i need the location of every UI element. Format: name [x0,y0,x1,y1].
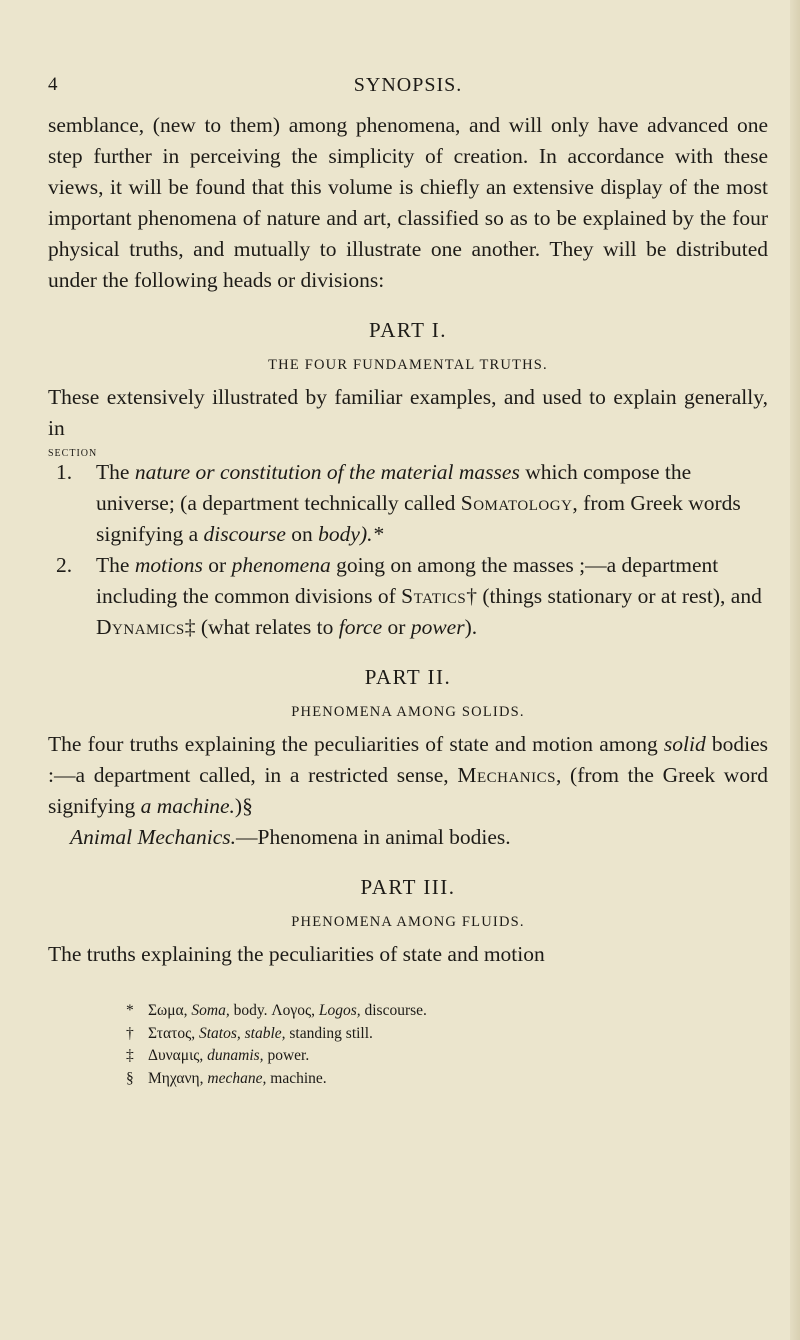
list-item [48,550,768,643]
list-number: 1. [56,460,73,484]
page-number: 4 [48,74,58,95]
text-run: , from Greek words signifying a [96,491,741,546]
italic-run: a machine. [140,794,235,818]
italic-run: motions [134,553,203,577]
transliteration: Logos, [318,1002,361,1019]
animal-mechanics-title: Animal Mechanics. [70,825,236,849]
meaning: standing still. [289,1024,373,1042]
meaning: discourse. [364,1002,427,1019]
small-caps-run: Dynamics [96,615,185,639]
italic-run: solid [663,732,706,756]
part-2-title: PART II. [364,665,452,689]
list-number: 2. [56,553,73,577]
page-body [48,110,768,970]
part-1-title: PART I. [368,318,448,342]
greek-word: Λογος, [271,1002,315,1019]
part-3-text: The truths explaining the peculiarities of state and motion [48,942,545,966]
small-caps-run: Mechanics [457,763,556,787]
greek-word: Στατος, [148,1024,196,1042]
text-run: or [202,553,232,577]
footnote-mark: † [126,1024,134,1042]
footnotes [126,1000,726,1090]
greek-word: Δυναμις, [148,1047,204,1064]
transliteration: mechane, [207,1069,267,1087]
greek-word: Σωμα, [148,1002,188,1019]
transliteration: Statos, stable, [198,1024,286,1042]
running-title: SYNOPSIS. [353,74,463,96]
section-label: SECTION [48,448,98,459]
part-3-subtitle: PHENOMENA AMONG FLUIDS. [291,914,525,930]
transliteration: dunamis, [207,1047,264,1064]
text-run: ). [464,615,478,639]
text-run: )§ [234,794,253,818]
part-1-subtitle: THE FOUR FUNDAMENTAL TRUTHS. [268,357,548,373]
text-run: † (things stationary or at rest), and [466,584,762,608]
list-item [48,457,768,550]
text-run: , (from the Greek word signifying [48,763,768,818]
meaning: power. [267,1047,310,1064]
footnote [126,1000,726,1023]
small-caps-run: Somatology [460,491,573,515]
text-run: or [382,615,411,639]
italic-run: discourse [203,522,286,546]
part-2-subtitle: PHENOMENA AMONG SOLIDS. [291,704,525,720]
text-run: going on among the masses ;—a department including the common divisions of [96,553,719,608]
text-run: on [285,522,319,546]
part-2-text [48,729,768,853]
italic-run: nature or constitution of the material masses [134,460,520,484]
text-run: which compose the universe; (a department technically called [96,460,692,515]
animal-mechanics-text: —Phenomena in animal bodies. [236,825,511,849]
part-1-text: These extensively illustrated by familiar examples, and used to explain generally, in [48,385,768,440]
footnote-mark: ‡ [126,1047,134,1064]
italic-run: ).* [359,522,384,546]
small-caps-run: Statics [401,584,467,608]
page-edge [790,0,800,1340]
page-header [48,74,768,102]
text-run: ‡ (what relates to [184,615,339,639]
footnote [126,1023,726,1046]
transliteration: Soma, [191,1002,230,1019]
italic-run: force [338,615,383,639]
text-run: The [96,553,135,577]
footnote [126,1068,726,1091]
text-run: The [96,460,135,484]
italic-run: power [410,615,465,639]
footnote-mark: * [126,1002,134,1019]
meaning: body. [233,1002,268,1019]
italic-run: phenomena [231,553,331,577]
footnote [126,1045,726,1068]
footnote-mark: § [126,1069,134,1087]
intro-paragraph: semblance, (new to them) among phenomena, and will only have advanced one step further in perceiving the simplicity of creation. In accordance with these views, it will be found that this volume is chiefly an extensive display of the most important phenomena of nature and art, classified so as to be explained by the four physical truths, and mutually to illustrate one another. They will be distributed under the following heads or divisions: [48,113,768,292]
text-run: The four truths explaining the peculiarities of state and motion among [48,732,664,756]
italic-run: body [318,522,360,546]
part-3-title: PART III. [360,875,456,899]
meaning: machine. [270,1069,327,1087]
greek-word: Μηχανη, [148,1069,204,1087]
text-run: bodies :—a department called, in a restricted sense, [48,732,768,787]
